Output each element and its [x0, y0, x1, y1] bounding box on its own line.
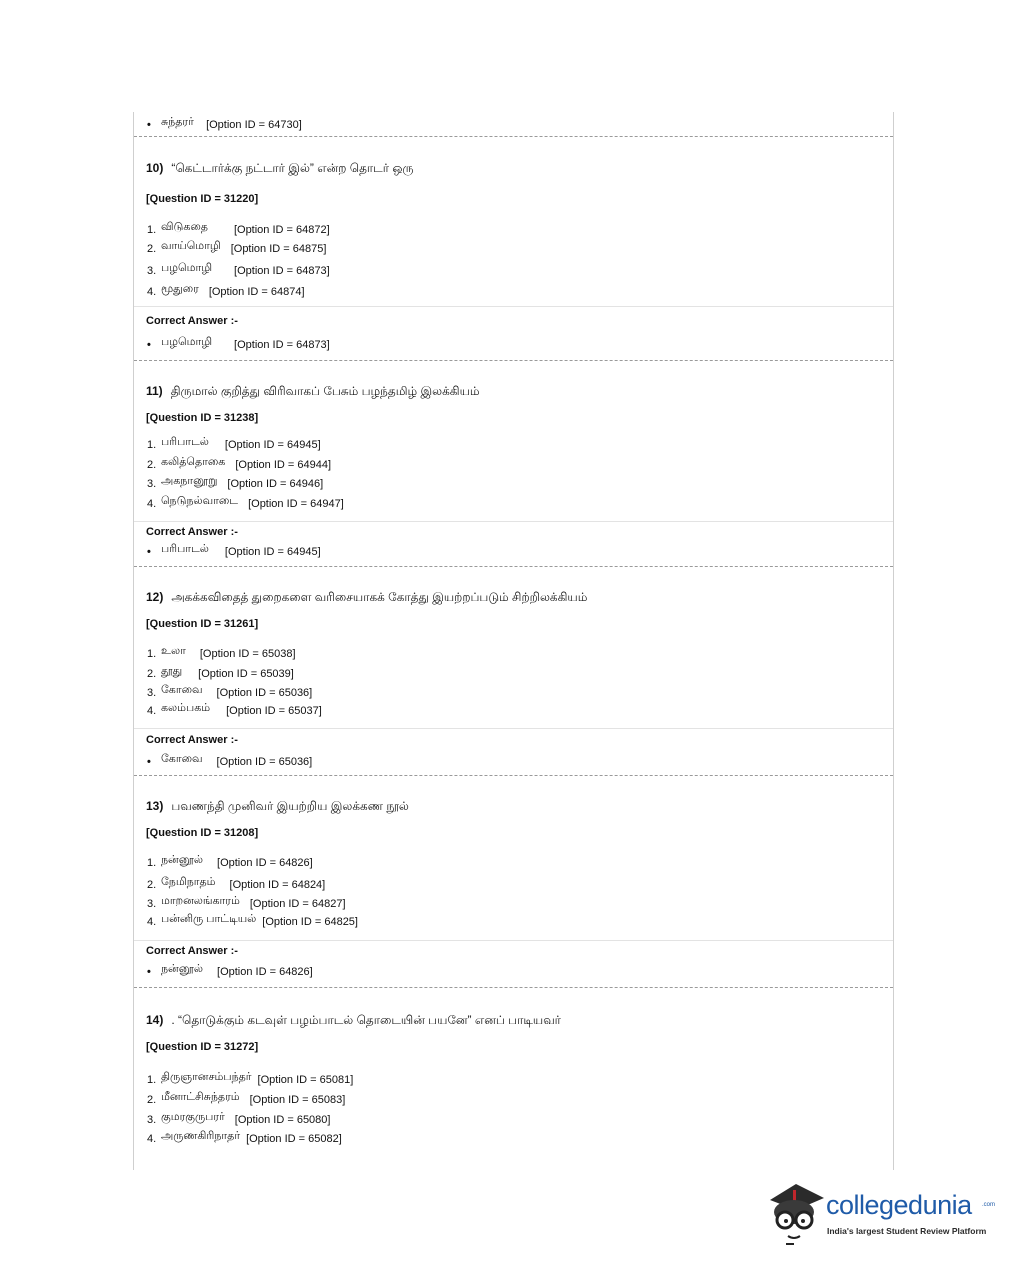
option-1 [147, 436, 321, 451]
answer-option-id: [Option ID = 65036] [216, 756, 313, 768]
question-number: 12) [146, 590, 164, 604]
question-number: 14) [146, 1013, 164, 1027]
option-id: [Option ID = 64944] [235, 459, 332, 471]
question-id: [Question ID = 31272] [146, 1041, 259, 1053]
option-id: [Option ID = 64946] [227, 478, 324, 490]
option-3 [147, 262, 330, 277]
option-number: 3. [147, 1114, 157, 1126]
option-text: அகநானூறு [161, 475, 218, 487]
option-4 [147, 913, 358, 928]
option-2 [147, 240, 326, 255]
section-separator [134, 775, 893, 776]
mascot-icon [766, 1178, 828, 1248]
option-id: [Option ID = 64875] [230, 243, 327, 255]
question-text-line [146, 1013, 561, 1029]
option-id: [Option ID = 64827] [249, 898, 346, 910]
option-text: திருஞானசம்பந்தர் [161, 1071, 252, 1083]
option-id: [Option ID = 64874] [208, 286, 305, 298]
option-id: [Option ID = 65080] [234, 1114, 331, 1126]
option-text: நன்னூல் [161, 854, 204, 866]
question-number: 11) [146, 384, 163, 398]
option-number: 2. [147, 459, 157, 471]
option-text: கலித்தொகை [161, 456, 226, 468]
question-text-line [146, 590, 587, 606]
option-4 [147, 283, 305, 298]
section-separator [134, 360, 893, 361]
question-number: 13) [146, 799, 164, 813]
correct-answer-label: Correct Answer :- [146, 315, 238, 327]
option-3 [147, 475, 323, 490]
option-number: 3. [147, 478, 157, 490]
answer-text: பழமொழி [161, 336, 213, 348]
section-separator [134, 566, 893, 567]
option-text: மாறனலங்காரம் [161, 895, 240, 907]
option-id: [Option ID = 65037] [226, 705, 322, 717]
question-paper-sheet [133, 112, 894, 1170]
option-text: பன்னிரு பாட்டியல் [161, 913, 257, 925]
section-separator [134, 987, 893, 988]
previous-correct-answer [147, 116, 302, 131]
option-text: நேமிநாதம் [161, 876, 216, 888]
option-number: 1. [147, 648, 157, 660]
option-number: 3. [147, 265, 157, 277]
divider [134, 728, 893, 729]
option-id: [Option ID = 64872] [233, 224, 330, 236]
question-id: [Question ID = 31238] [146, 412, 259, 424]
question-id: [Question ID = 31220] [146, 193, 259, 205]
question-text: அகக்கவிதைத் துறைகளை வரிசையாகக் கோத்து இயற்றப்படும் சிற்றிலக்கியம் [171, 590, 588, 604]
option-number: 4. [147, 705, 157, 717]
answer-text: சுந்தரர் [161, 116, 194, 128]
option-3 [147, 1111, 330, 1126]
bullet: • [147, 119, 151, 131]
option-id: [Option ID = 65081] [257, 1074, 354, 1086]
option-number: 1. [147, 224, 157, 236]
option-text: விடுகதை [161, 221, 208, 233]
option-1 [147, 1071, 353, 1086]
option-id: [Option ID = 64873] [234, 265, 330, 277]
answer-text: பரிபாடல் [161, 543, 209, 555]
option-number: 2. [147, 668, 157, 680]
answer-option-id: [Option ID = 64945] [224, 546, 321, 558]
option-number: 2. [147, 243, 157, 255]
option-number: 1. [147, 1074, 157, 1086]
option-text: உலா [161, 645, 186, 657]
correct-answer-label: Correct Answer :- [146, 945, 238, 957]
option-text: கலம்பகம் [161, 702, 211, 714]
correct-answer-label: Correct Answer :- [146, 734, 238, 746]
divider [134, 306, 893, 307]
option-number: 4. [147, 286, 157, 298]
option-text: அருணகிரிநாதர் [161, 1130, 241, 1142]
option-number: 1. [147, 857, 157, 869]
question-id: [Question ID = 31261] [146, 618, 259, 630]
section-separator [134, 136, 893, 137]
question-text-line [146, 799, 409, 815]
option-3 [147, 895, 346, 910]
option-number: 1. [147, 439, 157, 451]
correct-answer [147, 963, 313, 978]
correct-answer [147, 543, 321, 558]
option-2 [147, 876, 325, 891]
answer-option-id: [Option ID = 64873] [234, 339, 330, 351]
question-text-line [146, 161, 414, 177]
question-id: [Question ID = 31208] [146, 827, 259, 839]
option-2 [147, 665, 294, 680]
option-number: 4. [147, 916, 157, 928]
option-number: 4. [147, 498, 157, 510]
answer-option-id: [Option ID = 64730] [206, 119, 302, 131]
option-text: தூது [161, 665, 183, 677]
answer-text: கோவை [161, 753, 203, 765]
option-number: 2. [147, 879, 157, 891]
option-number: 4. [147, 1133, 157, 1145]
answer-text: நன்னூல் [161, 963, 204, 975]
option-id: [Option ID = 65082] [246, 1133, 342, 1145]
option-text: குமரகுருபரர் [161, 1111, 225, 1123]
question-text: பவணந்தி முனிவர் இயற்றிய இலக்கண நூல் [171, 799, 409, 813]
option-id: [Option ID = 64825] [262, 916, 358, 928]
divider [134, 940, 893, 941]
bullet: • [147, 339, 151, 351]
option-2 [147, 1091, 345, 1106]
option-id: [Option ID = 64826] [217, 857, 313, 869]
option-text: வாய்மொழி [161, 240, 221, 252]
divider [134, 521, 893, 522]
bullet: • [147, 546, 151, 558]
correct-answer [147, 753, 312, 768]
correct-answer [147, 336, 330, 351]
option-id: [Option ID = 65083] [249, 1094, 346, 1106]
option-text: மூதுரை [161, 283, 199, 295]
option-number: 3. [147, 687, 157, 699]
option-text: நெடுநல்வாடை [161, 495, 239, 507]
question-text: திருமால் குறித்து விரிவாகப் பேசும் பழந்தமிழ் இலக்கியம் [170, 384, 480, 398]
option-id: [Option ID = 64947] [248, 498, 344, 510]
option-id: [Option ID = 64824] [229, 879, 326, 891]
option-id: [Option ID = 64945] [224, 439, 321, 451]
option-1 [147, 645, 296, 660]
question-text: “கெட்டார்க்கு நட்டார் இல்” என்ற தொடர் ஒரு [171, 161, 414, 175]
option-4 [147, 495, 344, 510]
logo-suffix: .com [982, 1202, 996, 1208]
correct-answer-label: Correct Answer :- [146, 526, 238, 538]
option-text: கோவை [161, 684, 203, 696]
option-id: [Option ID = 65038] [199, 648, 296, 660]
option-id: [Option ID = 65036] [216, 687, 313, 699]
question-text: . “தொடுக்கும் கடவுள் பழம்பாடல் தொடையின் பயனே” எனப் பாடியவர் [171, 1013, 561, 1027]
collegedunia-logo [766, 1178, 996, 1248]
option-text: பரிபாடல் [161, 436, 209, 448]
option-number: 3. [147, 898, 157, 910]
option-id: [Option ID = 65039] [198, 668, 294, 680]
option-2 [147, 456, 331, 471]
bullet: • [147, 966, 151, 978]
option-1 [147, 854, 313, 869]
option-number: 2. [147, 1094, 157, 1106]
option-text: மீனாட்சிசுந்தரம் [161, 1091, 240, 1103]
option-3 [147, 684, 312, 699]
question-number: 10) [146, 161, 164, 175]
option-4 [147, 702, 322, 717]
logo-tagline: India's largest Student Review Platform [827, 1226, 987, 1236]
option-4 [147, 1130, 342, 1145]
option-1 [147, 221, 330, 236]
bullet: • [147, 756, 151, 768]
option-text: பழமொழி [161, 262, 213, 274]
logo-wordmark: collegedunia [826, 1190, 972, 1220]
question-text-line [146, 384, 480, 400]
answer-option-id: [Option ID = 64826] [217, 966, 313, 978]
